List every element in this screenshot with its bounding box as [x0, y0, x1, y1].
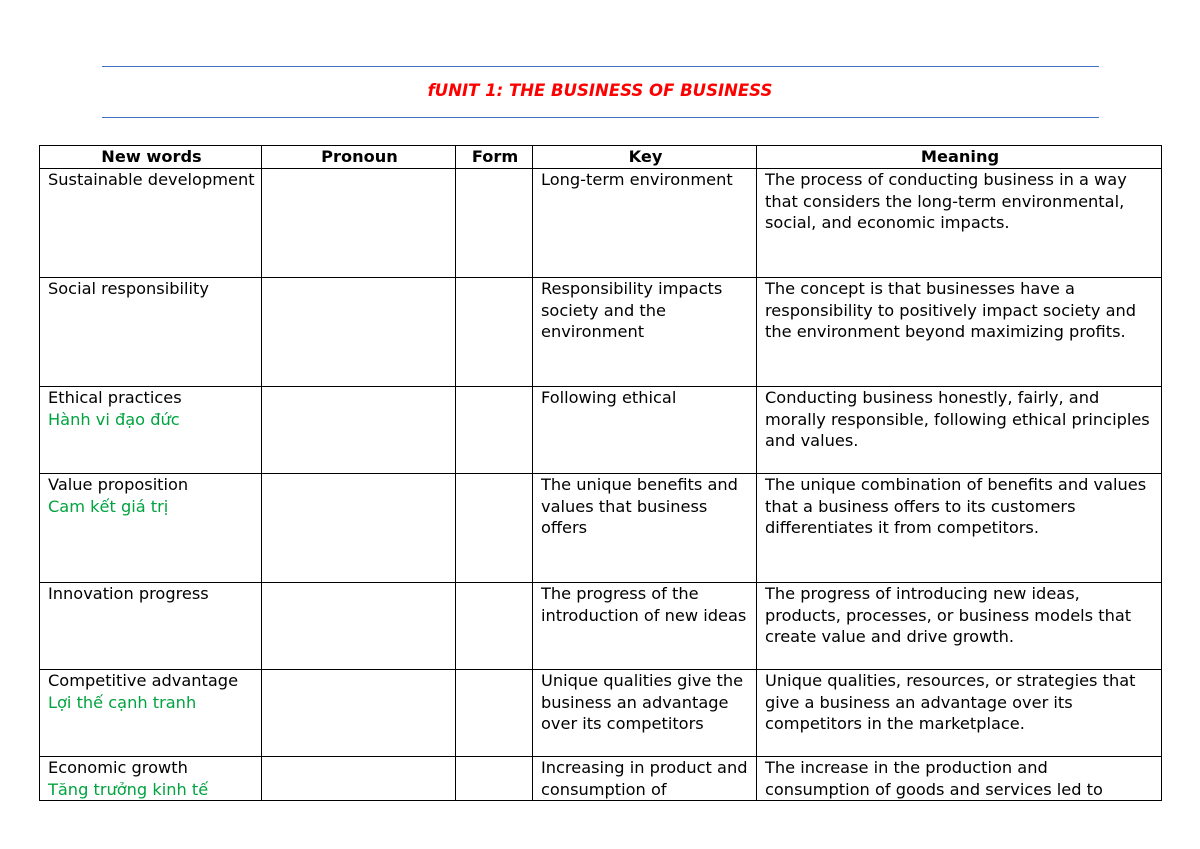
word-text: Economic growth: [48, 758, 188, 777]
cell-meaning: The unique combination of benefits and values that a business offers to its customers differentiates it from competitors.: [757, 474, 1162, 583]
cell-pronoun: [262, 670, 456, 757]
word-text: Value proposition: [48, 475, 189, 494]
cell-word: [40, 474, 262, 583]
word-translation: Hành vi đạo đức: [48, 409, 180, 429]
header-form: Form: [456, 146, 533, 169]
word-translation: Tăng trưởng kinh tế: [48, 779, 209, 799]
cell-meaning: Unique qualities, resources, or strategies that give a business an advantage over its competitors in the marketplace.: [757, 670, 1162, 757]
cell-pronoun: [262, 757, 456, 801]
cell-meaning: The progress of introducing new ideas, products, processes, or business models that create value and drive growth.: [757, 583, 1162, 670]
cell-key: Unique qualities give the business an advantage over its competitors: [533, 670, 757, 757]
cell-form: [456, 387, 533, 474]
cell-pronoun: [262, 169, 456, 278]
word-translation: Cam kết giá trị: [48, 496, 169, 516]
word-text: Social responsibility: [48, 279, 209, 298]
word-text: Sustainable development: [48, 170, 255, 189]
table-row: [40, 169, 1162, 278]
cell-key: Long-term environment: [533, 169, 757, 278]
header-meaning: Meaning: [757, 146, 1162, 169]
header-pronoun: Pronoun: [262, 146, 456, 169]
header-rule-bottom: [102, 117, 1099, 118]
cell-word: [40, 757, 262, 801]
table-row: [40, 670, 1162, 757]
cell-word: [40, 583, 262, 670]
cell-form: [456, 757, 533, 801]
header-key: Key: [533, 146, 757, 169]
table-row: [40, 474, 1162, 583]
header-new-words: New words: [40, 146, 262, 169]
table-row: [40, 757, 1162, 801]
cell-meaning: The concept is that businesses have a responsibility to positively impact society and the environment beyond maximizing profits.: [757, 278, 1162, 387]
cell-pronoun: [262, 387, 456, 474]
cell-meaning: Conducting business honestly, fairly, and morally responsible, following ethical principles and values.: [757, 387, 1162, 474]
cell-meaning: The increase in the production and consumption of goods and services led to: [757, 757, 1162, 801]
table-row: [40, 278, 1162, 387]
word-translation: Lợi thế cạnh tranh: [48, 692, 197, 712]
cell-pronoun: [262, 278, 456, 387]
cell-word: [40, 670, 262, 757]
cell-form: [456, 670, 533, 757]
cell-form: [456, 583, 533, 670]
cell-word: [40, 169, 262, 278]
header-rule-top: [102, 66, 1099, 67]
cell-pronoun: [262, 474, 456, 583]
document-title: fUNIT 1: THE BUSINESS OF BUSINESS: [427, 81, 773, 100]
table-header-row: [40, 146, 1162, 169]
cell-word: [40, 387, 262, 474]
cell-key: The unique benefits and values that business offers: [533, 474, 757, 583]
word-text: Innovation progress: [48, 584, 209, 603]
cell-form: [456, 169, 533, 278]
cell-word: [40, 278, 262, 387]
cell-form: [456, 278, 533, 387]
vocabulary-table: [39, 145, 1162, 801]
cell-pronoun: [262, 583, 456, 670]
cell-meaning: The process of conducting business in a way that considers the long-term environmental, social, and economic impacts.: [757, 169, 1162, 278]
table-row: [40, 583, 1162, 670]
word-text: Competitive advantage: [48, 671, 239, 690]
cell-key: Following ethical: [533, 387, 757, 474]
cell-key: Increasing in product and consumption of: [533, 757, 757, 801]
cell-key: The progress of the introduction of new ideas: [533, 583, 757, 670]
table-row: [40, 387, 1162, 474]
cell-key: Responsibility impacts society and the environment: [533, 278, 757, 387]
cell-form: [456, 474, 533, 583]
word-text: Ethical practices: [48, 388, 182, 407]
